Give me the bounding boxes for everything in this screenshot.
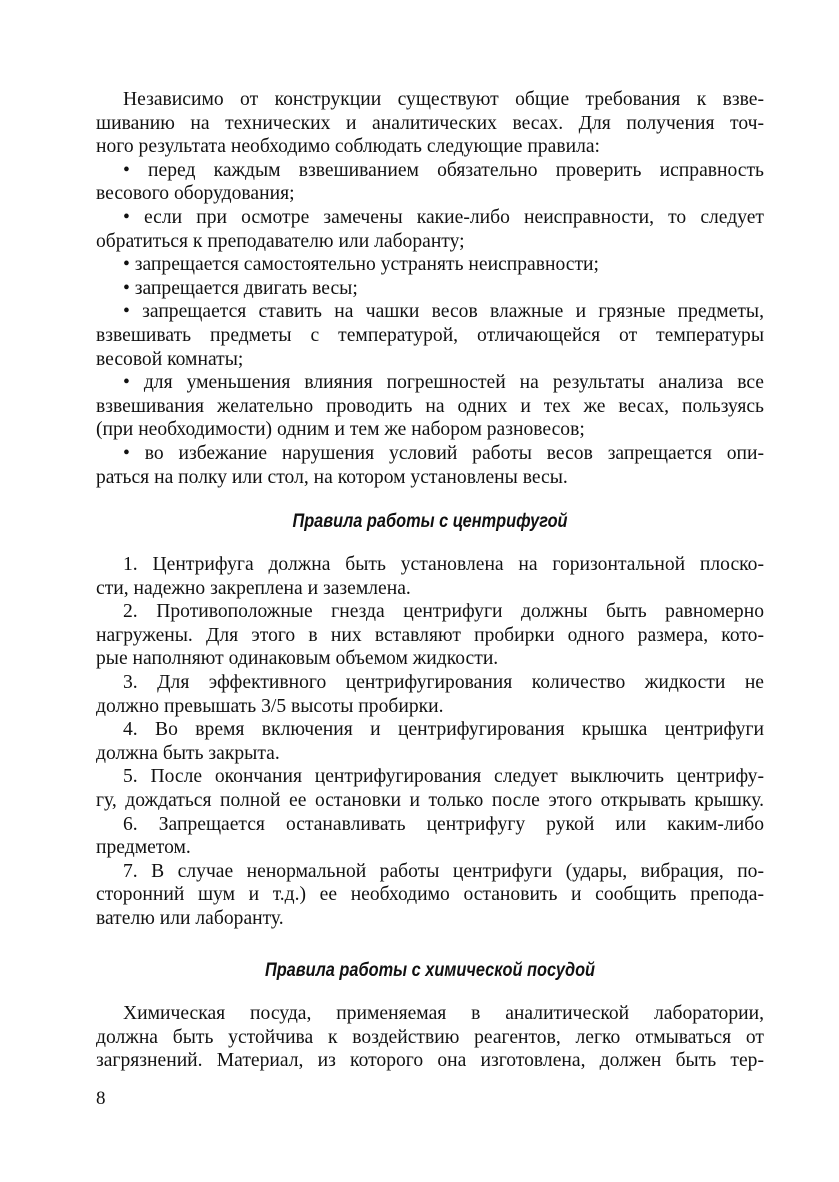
rule-line: 7. В случае ненормальной работы центрифуги (удары, вибрация, по- <box>123 860 764 882</box>
paragraph-line: Химическая посуда, применяемая в аналитической лаборатории, <box>123 1003 764 1024</box>
bullet-line: взвешивать предметы с температурой, отличающейся от температуры <box>96 324 764 346</box>
bullet-line: • для уменьшения влияния погрешностей на результаты анализа все <box>123 372 764 394</box>
section-heading-glassware: Правила работы с химической посудой <box>264 960 596 981</box>
paragraph-line: шиванию на технических и аналитических весах. Для получения точ- <box>96 112 764 134</box>
bullet-line: • запрещается двигать весы; <box>123 277 358 299</box>
rule-line: нагружены. Для этого в них вставляют пробирки одного размера, кото- <box>96 624 764 646</box>
bullet-line: обратиться к преподавателю или лаборанту; <box>96 230 465 252</box>
paragraph-line: ного результата необходимо соблюдать следующие правила: <box>96 136 600 158</box>
bullet-line: (при необходимости) одним и тем же набором разновесов; <box>96 419 585 441</box>
bullet-line: • запрещается самостоятельно устранять неисправности; <box>123 254 599 276</box>
glassware-section <box>96 1002 764 1073</box>
rule-line: предметом. <box>96 837 191 859</box>
rule-line: сти, надежно закреплена и заземлена. <box>96 577 411 599</box>
paragraph-line: загрязнений. Материал, из которого она изготовлена, должен быть тер- <box>96 1050 764 1072</box>
rule-line: 5. После окончания центрифугирования следует выключить центрифу- <box>123 766 764 788</box>
bullet-line: • во избежание нарушения условий работы весов запрещается опи- <box>123 442 764 464</box>
bullet-line: • если при осмотре замечены какие-либо неисправности, то следует <box>123 206 764 228</box>
centrifuge-rules-section <box>96 553 764 931</box>
rule-line: 4. Во время включения и центрифугирования крышка центрифуги <box>123 719 764 741</box>
bullet-line: взвешивания желательно проводить на одних и тех же весах, пользуясь <box>96 395 764 417</box>
paragraph-line: Независимо от конструкции существуют общие требования к взве- <box>123 89 764 110</box>
rule-line: рые наполняют одинаковым объемом жидкости. <box>96 648 499 670</box>
weighing-rules-section <box>96 88 764 489</box>
rule-line: гу, дождаться полной ее остановки и только после этого открывать крышку. <box>96 789 764 811</box>
bullet-line: • перед каждым взвешиванием обязательно проверить исправность <box>123 159 764 181</box>
bullet-line: • запрещается ставить на чашки весов влажные и грязные предметы, <box>123 301 764 323</box>
bullet-line: весового оборудования; <box>96 183 295 205</box>
section-heading-centrifuge: Правила работы с центрифугой <box>292 511 568 532</box>
rule-line: 2. Противоположные гнезда центрифуги должны быть равномерно <box>123 601 764 623</box>
paragraph-line: должна быть устойчива к воздействию реагентов, легко отмываться от <box>96 1026 764 1048</box>
rule-line: вателю или лаборанту. <box>96 907 284 929</box>
rule-line: 3. Для эффективного центрифугирования количество жидкости не <box>123 671 764 693</box>
rule-line: 1. Центрифуга должна быть установлена на горизонтальной плоско- <box>123 554 764 575</box>
bullet-line: весовой комнаты; <box>96 348 244 370</box>
rule-line: 6. Запрещается останавливать центрифугу рукой или каким-либо <box>123 813 764 835</box>
page-number: 8 <box>96 1088 106 1109</box>
rule-line: сторонний шум и т.д.) ее необходимо остановить и сообщить препода- <box>96 884 764 906</box>
rule-line: должно превышать 3/5 высоты пробирки. <box>96 695 444 717</box>
bullet-line: раться на полку или стол, на котором установлены весы. <box>96 466 568 488</box>
rule-line: должна быть закрыта. <box>96 742 280 764</box>
